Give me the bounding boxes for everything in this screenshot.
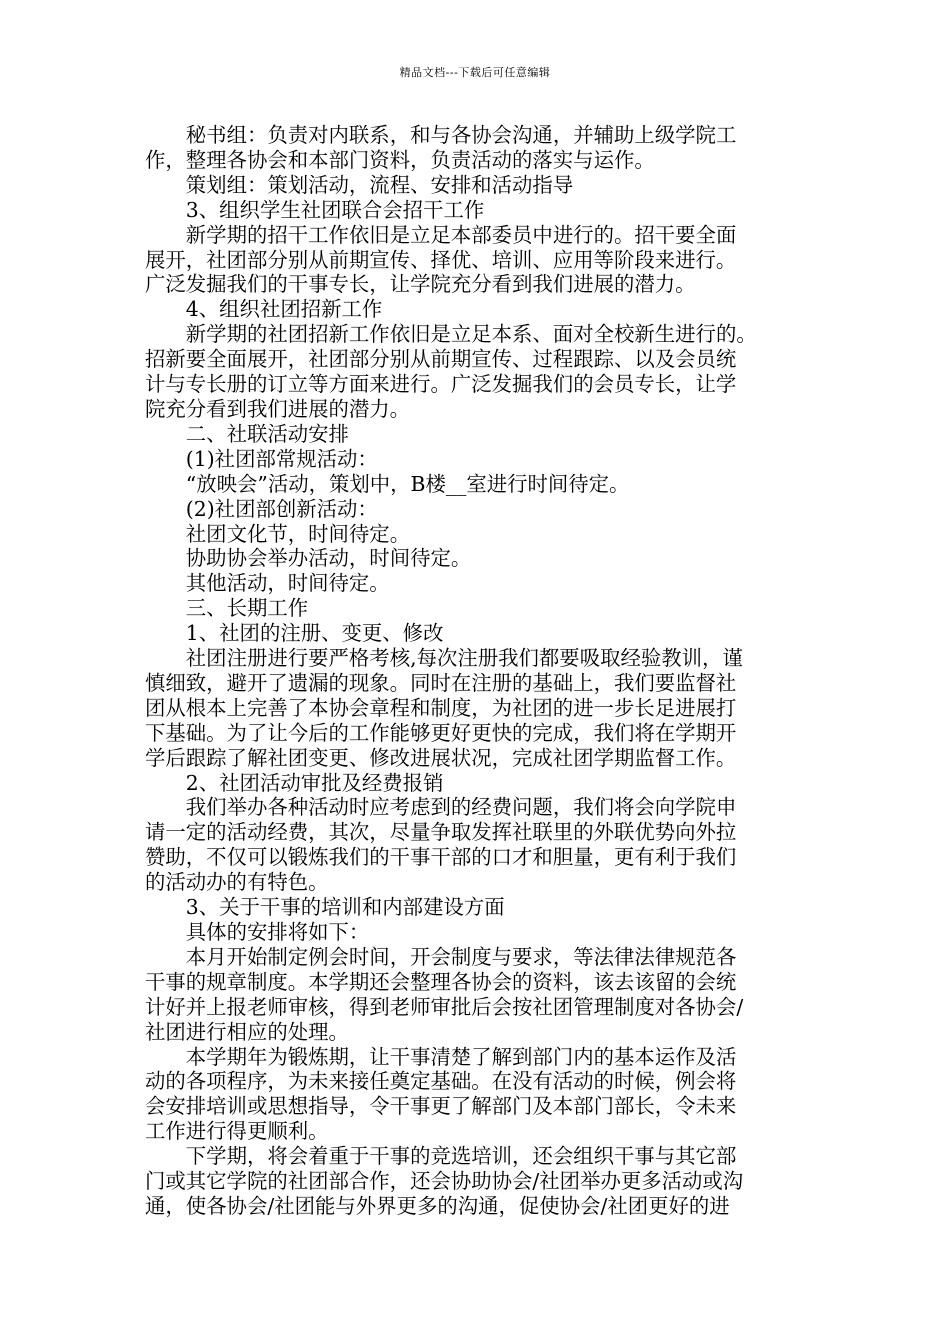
paragraph-line: 计与专长册的订立等方面来进行。广泛发掘我们的会员专长，让学 <box>145 372 737 397</box>
paragraph-line: 新学期的招干工作依旧是立足本部委员中进行的。招干要全面 <box>185 222 737 247</box>
paragraph-line: 本学期年为锻炼期，让干事清楚了解到部门内的基本运作及活 <box>185 1044 737 1069</box>
paragraph-line: 干事的规章制度。本学期还会整理各协会的资料，该去该留的会统 <box>145 969 737 994</box>
paragraph-line: 秘书组：负责对内联系，和与各协会沟通，并辅助上级学院工 <box>185 123 737 147</box>
paragraph-line: 协助协会举办活动，时间待定。 <box>185 546 472 571</box>
paragraph-line: 计好并上报老师审核，得到老师审批后会按社团管理制度对各协会/ <box>145 994 744 1019</box>
paragraph-line: 社团注册进行要严格考核,每次注册我们都要吸取经验教训，谨 <box>185 646 743 671</box>
paragraph-line: 广泛发掘我们的干事专长，让学院充分看到我们进展的潜力。 <box>145 272 696 297</box>
paragraph-line: 3、组织学生社团联合会招干工作 <box>185 197 485 222</box>
paragraph-line: 具体的安排将如下： <box>185 920 370 944</box>
paragraph-line: 院充分看到我们进展的潜力。 <box>145 396 411 421</box>
paragraph-line: 赞助，不仅可以锻炼我们的干事干部的口才和胆量，更有利于我们 <box>145 845 737 870</box>
paragraph-line: 请一定的活动经费，其次，尽量争取发挥社联里的外联优势向外拉 <box>145 820 737 845</box>
paragraph-line: “放映会”活动，策划中，B楼__室进行时间待定。 <box>185 471 630 496</box>
paragraph-line: 2、社团活动审批及经费报销 <box>185 770 444 795</box>
paragraph-line: 工作进行得更顺利。 <box>145 1119 329 1144</box>
paragraph-line: 招新要全面展开，社团部分别从前期宣传、过程跟踪、以及会员统 <box>145 347 737 372</box>
paragraph-line: (1)社团部常规活动： <box>185 446 378 471</box>
paragraph-line: 社团文化节，时间待定。 <box>185 521 411 546</box>
paragraph-line: 新学期的社团招新工作依旧是立足本系、面对全校新生进行的。 <box>185 322 757 347</box>
paragraph-line: 三、长期工作 <box>185 596 309 621</box>
paragraph-line: 会安排培训或思想指导，令干事更了解部门及本部门部长，令未来 <box>145 1094 737 1119</box>
paragraph-line: 社团进行相应的处理。 <box>145 1019 349 1044</box>
paragraph-line: 学后跟踪了解社团变更、修改进展状况，完成社团学期监督工作。 <box>145 745 737 770</box>
paragraph-line: 其他活动，时间待定。 <box>185 571 390 596</box>
paragraph-line: 4、组织社团招新工作 <box>185 297 383 322</box>
paragraph-line: 下学期，将会着重于干事的竞选培训，还会组织干事与其它部 <box>185 1144 737 1169</box>
paragraph-line: 本月开始制定例会时间，开会制度与要求，等法律法律规范各 <box>185 944 737 969</box>
document-body <box>145 123 817 1219</box>
paragraph-line: (2)社团部创新活动： <box>185 496 378 521</box>
paragraph-line: 下基础。为了让今后的工作能够更好更快的完成，我们将在学期开 <box>145 720 737 745</box>
paragraph-line: 的活动办的有特色。 <box>145 870 329 895</box>
paragraph-line: 团从根本上完善了本协会章程和制度，为社团的进一步长足进展打 <box>145 695 737 720</box>
paragraph-line: 3、关于干事的培训和内部建设方面 <box>185 895 505 920</box>
paragraph-line: 二、社联活动安排 <box>185 421 349 446</box>
paragraph-line: 通，使各协会/社团能与外界更多的沟通，促使协会/社团更好的进 <box>145 1193 730 1218</box>
paragraph-line: 1、社团的注册、变更、修改 <box>185 621 444 646</box>
paragraph-line: 慎细致，避开了遗漏的现象。同时在注册的基础上，我们要监督社 <box>145 670 737 695</box>
paragraph-line: 动的各项程序，为未来接任奠定基础。在没有活动的时候，例会将 <box>145 1069 737 1094</box>
page-header: 精品文档---下载后可任意编辑 <box>399 66 551 79</box>
paragraph-line: 我们举办各种活动时应考虑到的经费问题，我们将会向学院申 <box>185 795 737 820</box>
paragraph-line: 展开，社团部分别从前期宣传、择优、培训、应用等阶段来进行。 <box>145 247 737 272</box>
paragraph-line: 门或其它学院的社团部合作，还会协助协会/社团举办更多活动或沟 <box>145 1169 744 1194</box>
paragraph-line: 作，整理各协会和本部门资料，负责活动的落实与运作。 <box>145 147 655 172</box>
paragraph-line: 策划组：策划活动，流程、安排和活动指导 <box>185 172 574 197</box>
